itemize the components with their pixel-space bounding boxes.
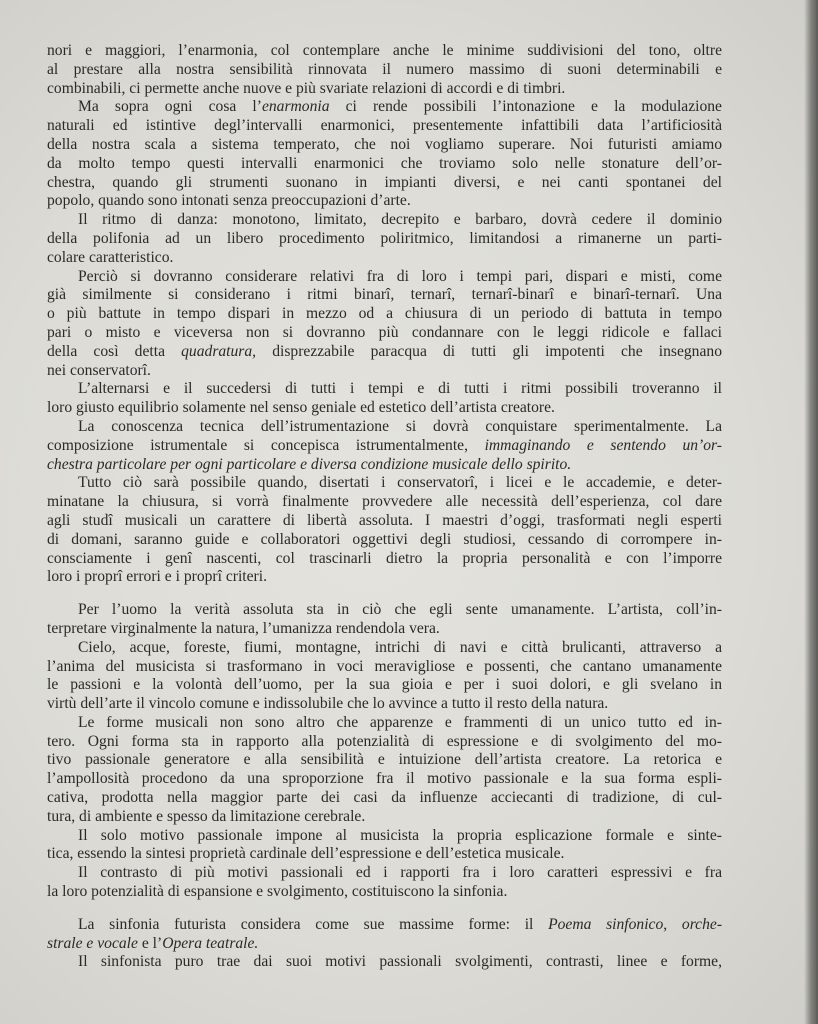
text-line	[47, 192, 722, 211]
text-line	[47, 935, 722, 954]
text-line	[47, 512, 722, 531]
text-line	[47, 380, 722, 399]
text-section	[47, 601, 722, 902]
text-line	[47, 864, 722, 883]
document-page	[47, 42, 722, 972]
text-run: tica, essendo la sintesi proprietà cardinale dell’espressione e dell’estetica musicale.	[47, 845, 565, 863]
paragraph	[47, 98, 722, 211]
italic-text: Opera teatrale.	[162, 934, 259, 952]
text-line	[47, 286, 722, 305]
text-run: minatane la chiusura, si vorrà finalmente provvedere alle necessità dell’esperienza, col dare	[47, 493, 722, 511]
paragraph	[47, 953, 722, 972]
text-run: tivo passionale generatore e alla sensibilità e intuizione dell’artista creatore. La retorica e	[47, 751, 722, 769]
text-line	[47, 639, 722, 658]
text-run: Il sinfonista puro trae dai suoi motivi passionali svolgimenti, contrasti, linee e forme,	[78, 953, 722, 971]
text-run: da molto tempo questi intervalli enarmonici che troviamo solo nelle stonature dell’or-	[47, 154, 722, 172]
text-line	[47, 808, 722, 827]
text-line	[47, 268, 722, 287]
italic-text: Poema sinfonico	[548, 915, 664, 933]
text-line	[47, 916, 722, 935]
text-line	[47, 550, 722, 569]
text-run: disprezzabile paracqua di tutti gli impotenti che insegnano	[256, 342, 722, 360]
italic-text: immaginando e sentendo un’or-	[484, 436, 722, 454]
text-run: La sinfonia futurista considera come sue massime forme: il	[78, 915, 549, 933]
text-run: e l’	[137, 934, 163, 952]
scan-page-edge	[804, 0, 818, 1024]
text-run: già similmente si considerano i ritmi binarî, ternarî, ternarî-binarî e binarî-ternarî. Una	[47, 286, 722, 304]
paragraph	[47, 827, 722, 865]
text-run: Cielo, acque, foreste, fiumi, montagne, intrichi di navi e città brulicanti, attraverso a	[78, 638, 722, 656]
text-run: agli studî musicali un carattere di libertà assoluta. I maestri d’oggi, trasformati negli esperti	[47, 511, 722, 529]
paragraph	[47, 601, 722, 639]
text-line	[47, 61, 722, 80]
text-line	[47, 305, 722, 324]
paragraph	[47, 380, 722, 418]
text-line	[47, 474, 722, 493]
text-run: l’anima del musicista si trasformano in voci meravigliose e possenti, che cantano umanamente	[47, 657, 722, 675]
text-run: al prestare alla nostra sensibilità rinnovata il numero massimo di suoni determinabili e	[47, 60, 722, 78]
text-run: tero. Ogni forma sta in rapporto alla potenzialità di espressione e di svolgimento del mo-	[47, 732, 722, 750]
text-run: loro i proprî errori e i proprî criteri.	[47, 568, 267, 586]
text-line	[47, 658, 722, 677]
text-run: terpretare virginalmente la natura, l’umanizza rendendola vera.	[47, 619, 440, 637]
text-line	[47, 676, 722, 695]
text-run: le passioni e la volontà dell’uomo, per la sua gioia e per i suoi dolori, e gli svelano in	[47, 676, 722, 694]
text-line	[47, 493, 722, 512]
text-run: pari o misto e viceversa non si dovranno più condannare con le leggi ridicole e fallaci	[47, 323, 722, 341]
text-line	[47, 174, 722, 193]
text-line	[47, 714, 722, 733]
text-run: chestra, quando gli strumenti suonano in impianti diversi, e nei canti spontanei del	[47, 173, 722, 191]
text-line	[47, 620, 722, 639]
text-run: nori e maggiori, l’enarmonia, col contemplare anche le minime suddivisioni del tono, oltre	[47, 42, 722, 59]
text-run: Il solo motivo passionale impone al musicista la propria esplicazione formale e sinte-	[78, 826, 722, 844]
text-run: Tutto ciò sarà possibile quando, disertati i conservatorî, i licei e le accademie, e deter-	[78, 474, 722, 492]
text-line	[47, 98, 722, 117]
text-run: della nostra scala a sistema temperato, che noi vogliamo superare. Noi futuristi amiamo	[47, 135, 722, 153]
text-line	[47, 531, 722, 550]
text-line	[47, 418, 722, 437]
text-run: Il ritmo di danza: monotono, limitato, decrepito e barbaro, dovrà cedere il dominio	[78, 211, 722, 229]
text-run: la loro potenzialità di espansione e svolgimento, costituiscono la sinfonia.	[47, 883, 508, 901]
text-run: nei conservatorî.	[47, 361, 151, 379]
text-run: l’ampollosità procedono da una sproporzione fra il motivo passionale e la sua forma espli-	[47, 770, 722, 788]
text-line	[47, 324, 722, 343]
text-run: colare caratteristico.	[47, 248, 174, 266]
text-line	[47, 117, 722, 136]
text-run: naturali ed istintive degl’intervalli enarmonici, presentemente infattibili data l’artificiosità	[47, 117, 722, 135]
text-run: consciamente i genî nascenti, col trascinarli dietro la propria personalità e con l’imporre	[47, 549, 722, 567]
text-run: ,	[663, 915, 682, 933]
text-line	[47, 770, 722, 789]
text-run: o più battute in tempo dispari in mezzo od a chiusura di un periodo di battuta in tempo	[47, 305, 722, 323]
paragraph	[47, 916, 722, 954]
text-line	[47, 789, 722, 808]
text-line	[47, 601, 722, 620]
text-run: combinabili, ci permette anche nuove e più svariate relazioni di accordi e di timbri.	[47, 79, 566, 97]
italic-text: strale e vocale	[47, 934, 138, 952]
text-line	[47, 399, 722, 418]
text-line	[47, 80, 722, 99]
text-run: Per l’uomo la verità assoluta sta in ciò che egli sente umanamente. L’artista, coll’in-	[78, 601, 722, 619]
italic-text: orche-	[681, 915, 723, 933]
text-section	[47, 916, 722, 972]
text-line	[47, 211, 722, 230]
paragraph	[47, 211, 722, 267]
text-run: cativa, prodotta nella maggior parte dei casi da influenze acciecanti di tradizione, di cul-	[47, 789, 722, 807]
text-line	[47, 695, 722, 714]
paragraph	[47, 714, 722, 827]
text-line	[47, 883, 722, 902]
text-line	[47, 751, 722, 770]
text-run: La conoscenza tecnica dell’istrumentazione si dovrà conquistare sperimentalmente. La	[78, 417, 722, 435]
text-line	[47, 362, 722, 381]
text-run: Il contrasto di più motivi passionali ed i rapporti fra i loro caratteri espressivi e fra	[78, 864, 722, 882]
text-run: ci rende possibili l’intonazione e la modulazione	[329, 98, 722, 116]
text-run: di domani, saranno guide e collaboratori oggettivi degli studiosi, cessando di corrompere in-	[47, 530, 722, 548]
text-line	[47, 343, 722, 362]
paragraph	[47, 864, 722, 902]
paragraph	[47, 474, 722, 587]
text-line	[47, 456, 722, 475]
text-line	[47, 953, 722, 972]
italic-text: chestra particolare per ogni particolare e diversa condizione musicale dello spirito.	[47, 455, 572, 473]
text-line	[47, 249, 722, 268]
text-run: popolo, quando sono intonati senza preoccupazioni d’arte.	[47, 192, 411, 210]
text-line	[47, 733, 722, 752]
text-run: della così detta	[47, 342, 182, 360]
text-run: Ma sopra ogni cosa l’	[78, 98, 262, 116]
text-line	[47, 437, 722, 456]
text-run: loro giusto equilibrio solamente nel senso geniale ed estetico dell’artista creatore.	[47, 399, 555, 417]
paragraph	[47, 418, 722, 474]
text-run: Perciò si dovranno considerare relativi fra di loro i tempi pari, dispari e misti, come	[78, 267, 722, 285]
text-run: L’alternarsi e il succedersi di tutti i tempi e di tutti i ritmi possibili troveranno il	[78, 380, 722, 398]
text-run: tura, di ambiente e spesso da limitazione cerebrale.	[47, 807, 366, 825]
text-line	[47, 845, 722, 864]
text-run: virtù dell’arte il vincolo comune e indissolubile che lo avvince a tutto il resto della natura.	[47, 695, 609, 713]
paragraph	[47, 268, 722, 381]
paragraph	[47, 639, 722, 714]
text-line	[47, 136, 722, 155]
text-run: composizione istrumentale si concepisca istrumentalmente,	[47, 436, 485, 454]
paragraph	[47, 42, 722, 98]
text-run: Le forme musicali non sono altro che apparenze e frammenti di un unico tutto ed in-	[78, 713, 722, 731]
text-line	[47, 230, 722, 249]
italic-text: quadratura,	[181, 342, 257, 360]
text-section	[47, 42, 722, 587]
text-line	[47, 827, 722, 846]
italic-text: enarmonia	[261, 98, 330, 116]
text-run: della polifonia ad un libero procedimento poliritmico, limitandosi a rimanerne un parti-	[47, 229, 722, 247]
text-line	[47, 42, 722, 61]
text-line	[47, 568, 722, 587]
text-line	[47, 155, 722, 174]
